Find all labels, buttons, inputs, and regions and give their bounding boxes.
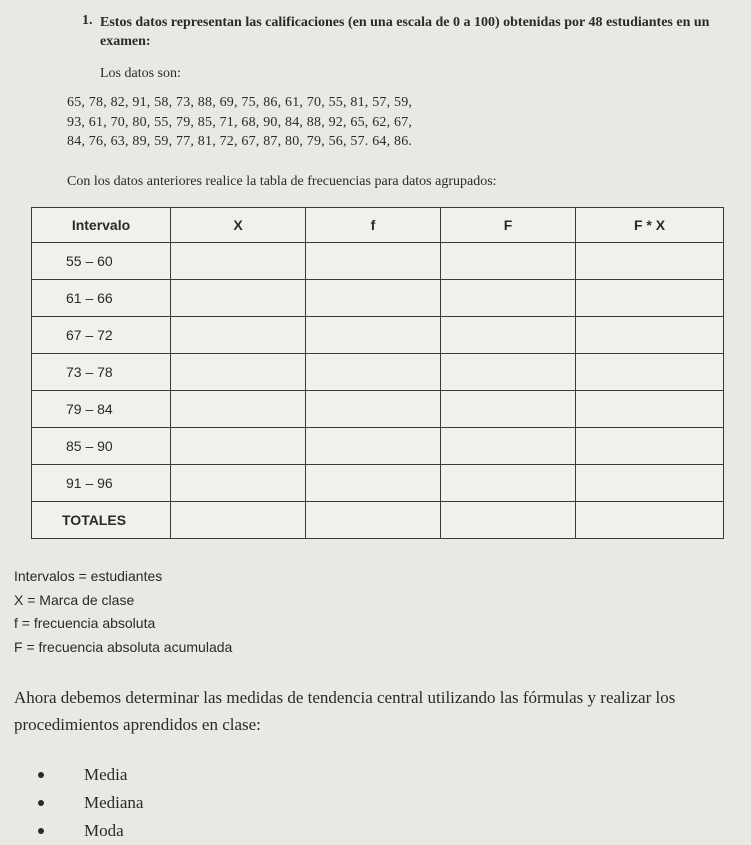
x-cell[interactable] <box>171 317 306 354</box>
interval-cell: 85 – 90 <box>32 428 171 465</box>
f-cell[interactable] <box>306 391 441 428</box>
header-f-cumulative: F <box>441 208 576 243</box>
fx-cell[interactable] <box>576 428 724 465</box>
interval-cell: 55 – 60 <box>32 243 171 280</box>
x-cell[interactable] <box>171 243 306 280</box>
x-cell[interactable] <box>171 354 306 391</box>
interval-cell: 73 – 78 <box>32 354 171 391</box>
x-cell[interactable] <box>171 465 306 502</box>
measures-list <box>38 761 143 845</box>
legend-item: f = frecuencia absoluta <box>14 615 156 631</box>
table-row <box>32 428 724 465</box>
fx-cell[interactable] <box>576 354 724 391</box>
fx-total-cell[interactable] <box>576 502 724 539</box>
legend-item: Intervalos = estudiantes <box>14 568 163 584</box>
question-number: 1. <box>82 13 93 28</box>
x-cell[interactable] <box>171 428 306 465</box>
data-title: Los datos son: <box>100 66 181 81</box>
legend-item: X = Marca de clase <box>14 591 135 608</box>
x-cell[interactable] <box>171 280 306 317</box>
cumulative-f-cell[interactable] <box>441 317 576 354</box>
central-tendency-paragraph: Ahora debemos determinar las medidas de tendencia central utilizando las fórmulas y realizar los procedimientos aprendidos en clase: <box>14 688 676 734</box>
x-cell[interactable] <box>171 391 306 428</box>
f-cell[interactable] <box>306 354 441 391</box>
table-header-row <box>32 208 724 243</box>
f-cell[interactable] <box>306 280 441 317</box>
cumulative-f-cell[interactable] <box>441 243 576 280</box>
cumulative-f-cell[interactable] <box>441 465 576 502</box>
variable-legend <box>14 565 232 659</box>
fx-cell[interactable] <box>576 465 724 502</box>
interval-cell: 61 – 66 <box>32 280 171 317</box>
table-row <box>32 280 724 317</box>
header-f-times-x: F * X <box>576 208 724 243</box>
f-cell[interactable] <box>306 243 441 280</box>
f-cell[interactable] <box>306 428 441 465</box>
cumulative-f-cell[interactable] <box>441 280 576 317</box>
table-row <box>32 317 724 354</box>
data-line: 93, 61, 70, 80, 55, 79, 85, 71, 68, 90, 84, 88, 92, 65, 62, 67, <box>67 114 413 130</box>
measure-label: Mediana <box>84 793 144 812</box>
data-values <box>67 93 412 152</box>
x-total-cell[interactable] <box>171 502 306 539</box>
interval-cell: 91 – 96 <box>32 465 171 502</box>
f-total-cell[interactable] <box>306 502 441 539</box>
f-cell[interactable] <box>306 317 441 354</box>
data-line: 84, 76, 63, 89, 59, 77, 81, 72, 67, 87, 80, 79, 56, 57. 64, 86. <box>67 134 413 149</box>
data-line: 65, 78, 82, 91, 58, 73, 88, 69, 75, 86, 61, 70, 55, 81, 57, 59, <box>67 95 413 110</box>
list-item <box>38 817 143 845</box>
fx-cell[interactable] <box>576 243 724 280</box>
frequency-table <box>31 207 724 539</box>
table-row <box>32 465 724 502</box>
cumulative-f-cell[interactable] <box>441 354 576 391</box>
totals-row <box>32 502 724 539</box>
measure-label: Media <box>84 765 128 784</box>
bullet-icon <box>38 800 44 806</box>
measure-label: Moda <box>84 821 124 840</box>
bullet-icon <box>38 828 44 834</box>
totals-label: TOTALES <box>32 502 171 539</box>
fx-cell[interactable] <box>576 317 724 354</box>
legend-item: F = frecuencia absoluta acumulada <box>14 638 233 655</box>
interval-cell: 79 – 84 <box>32 391 171 428</box>
table-row <box>32 354 724 391</box>
fx-cell[interactable] <box>576 391 724 428</box>
cumulative-f-cell[interactable] <box>441 391 576 428</box>
header-intervalo: Intervalo <box>32 208 171 243</box>
table-row <box>32 243 724 280</box>
header-f: f <box>306 208 441 243</box>
cumulative-f-cell[interactable] <box>441 428 576 465</box>
interval-cell: 67 – 72 <box>32 317 171 354</box>
table-row <box>32 391 724 428</box>
bullet-icon <box>38 772 44 778</box>
list-item <box>38 761 143 789</box>
question-text: Estos datos representan las calificaciones (en una escala de 0 a 100) obtenidas por 48 estudiantes en un examen: <box>100 15 710 49</box>
fx-cell[interactable] <box>576 280 724 317</box>
cumulative-f-total-cell[interactable] <box>441 502 576 539</box>
f-cell[interactable] <box>306 465 441 502</box>
header-x: X <box>171 208 306 243</box>
table-instruction: Con los datos anteriores realice la tabla de frecuencias para datos agrupados: <box>67 174 497 189</box>
list-item <box>38 789 143 817</box>
